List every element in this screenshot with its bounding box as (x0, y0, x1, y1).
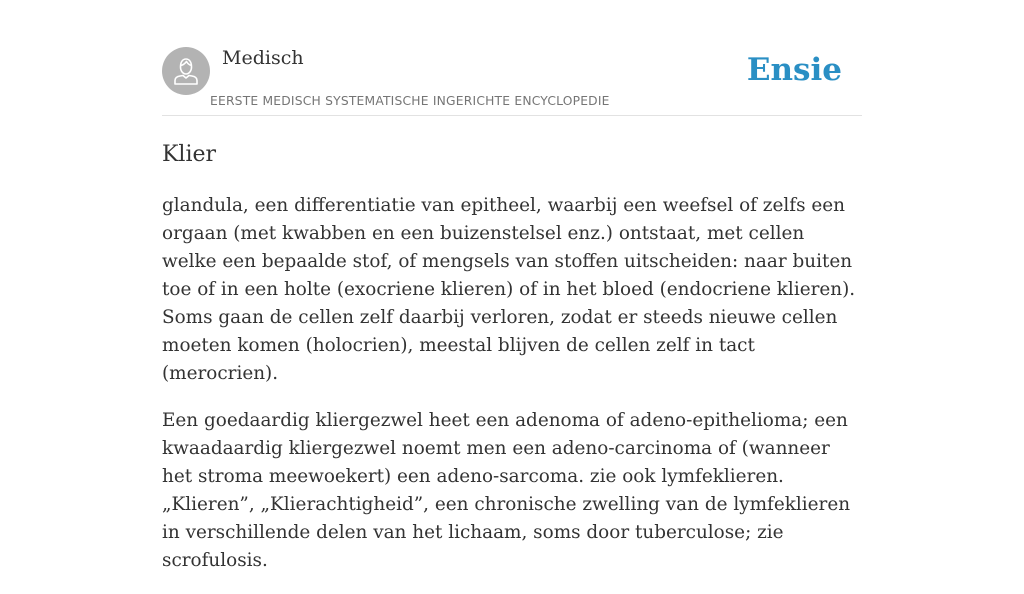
dictionary-header (162, 0, 862, 116)
dictionary-name[interactable]: Medisch (222, 47, 304, 69)
dictionary-avatar[interactable] (162, 47, 210, 95)
user-icon (162, 47, 210, 95)
entry-paragraph-2: Een goedaardig kliergezwel heet een adenoma of adeno-epithelioma; een kwaadaardig kliergezwel noemt men een adeno-carcinoma of (wanneer het stroma meewoekert) een adeno-sarcoma. zie ook lymfeklieren.„Klieren”, „Klierachtigheid”, een chronische zwelling van de lymfeklieren in verschillende delen van het lichaam, soms door tuberculose; zie scrofulosis. (162, 410, 851, 571)
entry-paragraph-1: glandula, een differentiatie van epitheel, waarbij een weefsel of zelfs een orgaan (met kwabben en een buizenstelsel enz.) ontstaat, met cellen welke een bepaalde stof, of mengsels van stoffen uitscheiden: naar buiten toe of in een holte (exocriene klieren) of in het bloed (endocriene klieren). Soms gaan de cellen zelf daarbij verloren, zodat er steeds nieuwe cellen moeten komen (holocrien), meestal blijven de cellen zelf in tact (merocrien). (162, 195, 856, 384)
dictionary-subtitle: EERSTE MEDISCH SYSTEMATISCHE INGERICHTE ENCYCLOPEDIE (210, 94, 610, 108)
page (162, 0, 862, 571)
entry-title: Klier (162, 142, 217, 167)
ensie-logo-link[interactable]: Ensie (746, 52, 842, 88)
entry-content (162, 192, 862, 594)
